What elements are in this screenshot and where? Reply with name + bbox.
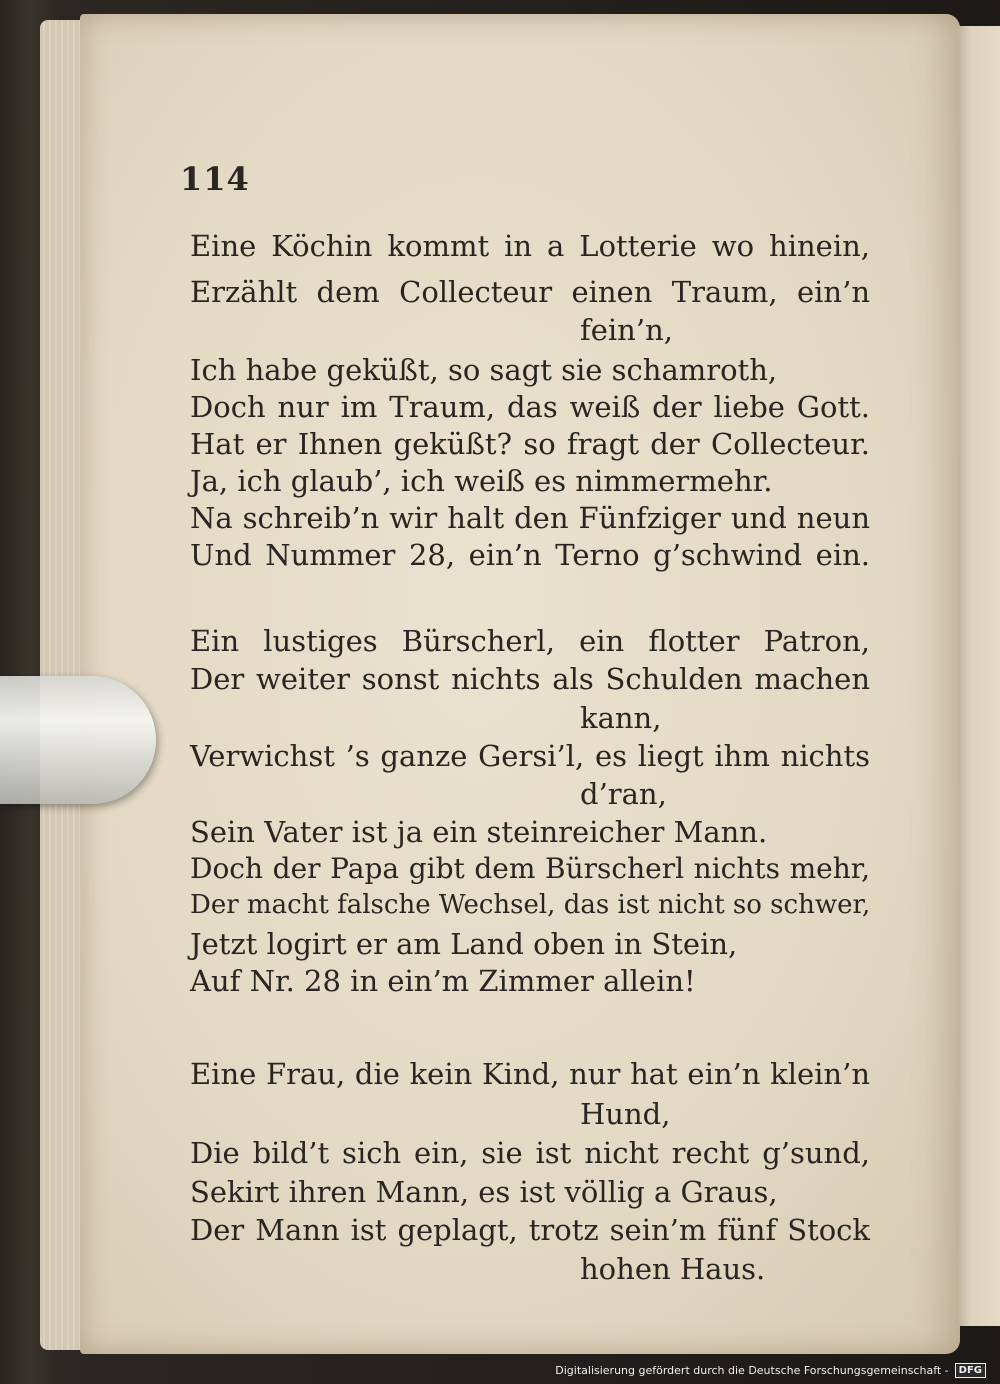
verse-line: Ein lustiges Bürscherl, ein flotter Patron, (190, 624, 870, 658)
verse-line-turnover: d’ran, (580, 777, 667, 811)
verse-line: Die bild’t sich ein, sie ist nicht recht g’sund, (190, 1136, 870, 1170)
page-number: 114 (180, 160, 250, 198)
verse-line: Na schreib’n wir halt den Fünfziger und neun (190, 501, 870, 535)
verse-line: Doch nur im Traum, das weiß der liebe Gott. (190, 390, 870, 424)
page-clip (0, 676, 156, 804)
footer-credit: Digitalisierung gefördert durch die Deutsche Forschungsgemeinschaft - (555, 1364, 949, 1377)
verse-line: Auf Nr. 28 in ein’m Zimmer allein! (190, 964, 696, 998)
verse-line: Erzählt dem Collecteur einen Traum, ein’n (190, 275, 870, 309)
verse-line-turnover: fein’n, (580, 313, 673, 347)
verse-line: Sein Vater ist ja ein steinreicher Mann. (190, 815, 768, 849)
dfg-logo: DFG (955, 1363, 986, 1378)
verse-line: Verwichst ’s ganze Gersi’l, es liegt ihm nichts (190, 739, 870, 773)
facing-page-edge (958, 26, 1000, 1326)
verse-line-turnover: hohen Haus. (580, 1252, 766, 1286)
verse-line: Sekirt ihren Mann, es ist völlig a Graus, (190, 1175, 778, 1209)
verse-line: Eine Frau, die kein Kind, nur hat ein’n klein’n (190, 1057, 870, 1091)
verse-line: Und Nummer 28, ein’n Terno g’schwind ein. (190, 538, 870, 572)
verse-line-turnover: kann, (580, 701, 662, 735)
verse-line: Der macht falsche Wechsel, das ist nicht so schwer, (190, 890, 871, 920)
verse-line: Ja, ich glaub’, ich weiß es nimmermehr. (190, 464, 773, 498)
verse-line-turnover: Hund, (580, 1097, 671, 1131)
verse-line: Doch der Papa gibt dem Bürscherl nichts mehr, (190, 852, 870, 885)
verse-line: Eine Köchin kommt in a Lotterie wo hinein, (190, 229, 870, 263)
verse-line: Der weiter sonst nichts als Schulden machen (190, 662, 870, 696)
verse-line: Ich habe geküßt, so sagt sie schamroth, (190, 353, 778, 387)
digitization-footer (555, 1363, 986, 1378)
verse-line: Jetzt logirt er am Land oben in Stein, (190, 927, 738, 961)
verse-line: Hat er Ihnen geküßt? so fragt der Collecteur. (190, 427, 870, 461)
verse-line: Der Mann ist geplagt, trotz sein’m fünf Stock (190, 1213, 870, 1247)
